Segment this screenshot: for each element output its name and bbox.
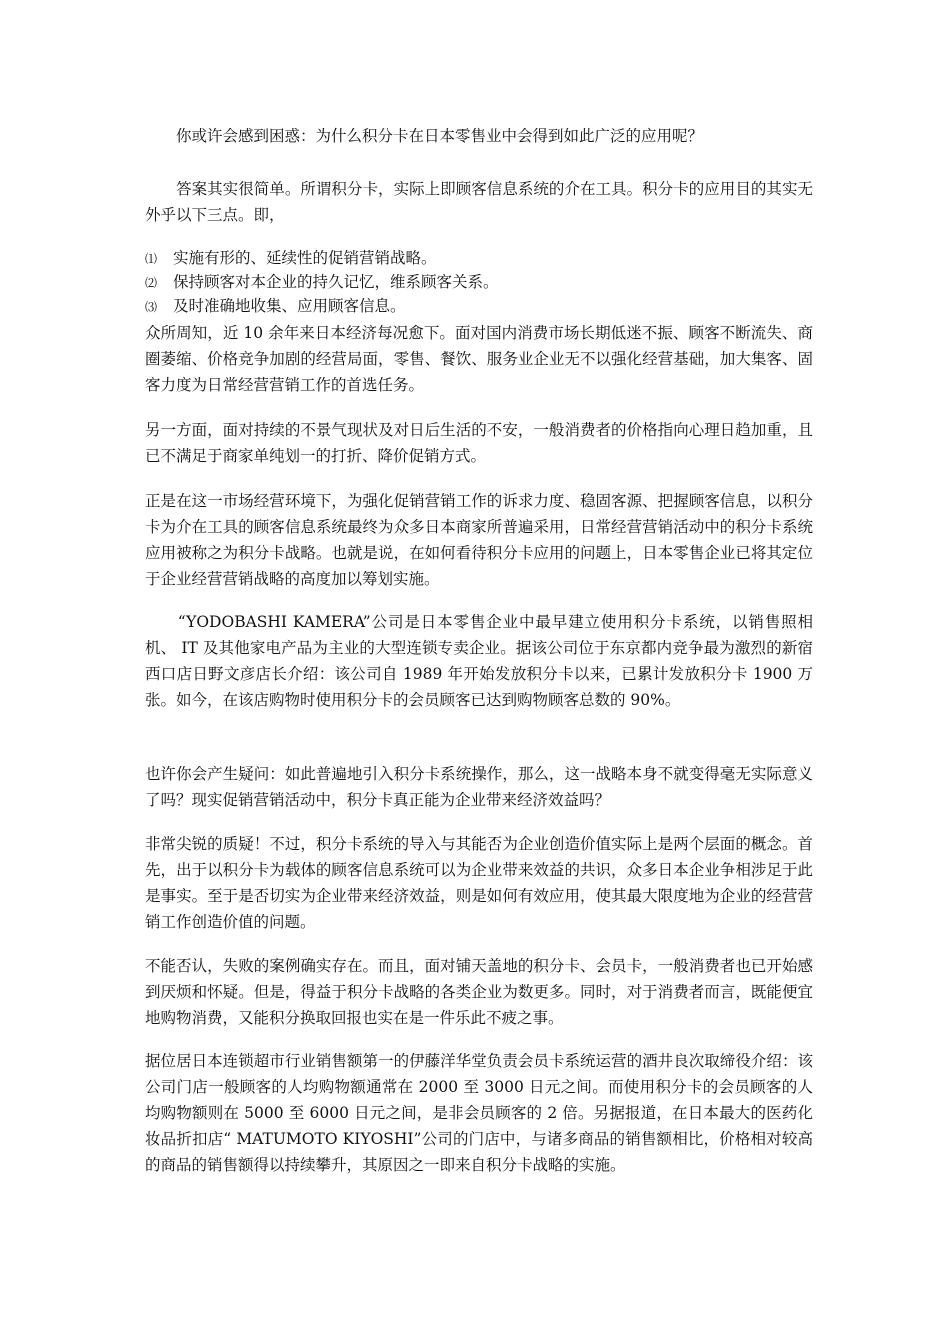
paragraph-body: 不能否认，失败的案例确实存在。而且，面对铺天盖地的积分卡、会员卡，一般消费者也已开始感到厌烦和怀疑。但是，得益于积分卡战略的各类企业为数更多。同时，对于消费者而言，既能便宜地购物消费，又能积分换取回报也实在是一件乐此不疲之事。 <box>145 957 813 1027</box>
paragraph-body: “YODOBASHI KAMERA”公司是日本零售企业中最早建立使用积分卡系统，以销售照相机、 IT 及其他家电产品为主业的大型连锁专卖企业。据该公司位于东京都内竞争最为激烈的新宿西口店日野文彦店长介绍：该公司自 1989 年开始发放积分卡以来，已累计发放积分卡 1900 万张。如今，在该店购物时使用积分卡的会员顾客已达到购物顾客总数的 90%。 <box>145 613 813 709</box>
list-item <box>145 294 813 319</box>
paragraph-body: 非常尖锐的质疑！不过，积分卡系统的导入与其能否为企业创造价值实际上是两个层面的概念。首先，出于以积分卡为载体的顾客信息系统可以为企业带来效益的共识，众多日本企业争相涉足于此是事实。至于是否切实为企业带来经济效益，则是如何有效应用，使其最大限度地为企业的经营营销工作创造价值的问题。 <box>145 835 813 931</box>
paragraph-body: 也许你会产生疑问：如此普遍地引入积分卡系统操作，那么，这一战略本身不就变得毫无实际意义了吗？现实促销营销活动中，积分卡真正能为企业带来经济效益吗？ <box>145 765 813 809</box>
paragraph-body: 另一方面，面对持续的不景气现状及对日后生活的不安，一般消费者的价格指向心理日趋加重，且已不满足于商家单纯划一的打折、降价促销方式。 <box>145 421 813 465</box>
list-text: 及时准确地收集、应用顾客信息。 <box>173 297 406 315</box>
paragraph-body: 正是在这一市场经营环境下，为强化促销营销工作的诉求力度、稳固客源、把握顾客信息，以积分卡为介在工具的顾客信息系统最终为众多日本商家所普遍采用，日常经营营销活动中的积分卡系统应用被称之为积分卡战略。也就是说，在如何看待积分卡应用的问题上，日本零售企业已将其定位于企业经营营销战略的高度加以筹划实施。 <box>145 492 813 588</box>
list-text: 保持顾客对本企业的持久记忆，维系顾客关系。 <box>173 273 499 291</box>
paragraph-body: 据位居日本连锁超市行业销售额第一的伊藤洋华堂负责会员卡系统运营的酒井良次取缔役介绍：该公司门店一般顾客的人均购物额通常在 2000 至 3000 日元之间。而使用积分卡的会员顾客的人均购物额则在 5000 至 6000 日元之间，是非会员顾客的 2 倍。另据报道，在日本最大的医药化妆品折扣店“ MATUMOTO KIYOSHI”公司的门店中，与诸多商品的销售额相比，价格相对较高的商品的销售额得以持续攀升，其原因之一即来自积分卡战略的实施。 <box>145 1052 813 1174</box>
list-text: 实施有形的、延续性的促销营销战略。 <box>173 249 437 267</box>
list-item <box>145 270 813 295</box>
list-number: ⑶ <box>145 300 158 314</box>
list-number: ⑵ <box>145 276 158 290</box>
list-number: ⑴ <box>145 252 158 266</box>
paragraph-question: 你或许会感到困惑：为什么积分卡在日本零售业中会得到如此广泛的应用呢？ <box>145 127 704 145</box>
list-item <box>145 246 813 271</box>
paragraph-answer: 答案其实很简单。所谓积分卡，实际上即顾客信息系统的介在工具。积分卡的应用目的其实无外乎以下三点。即， <box>145 180 813 224</box>
paragraph-body: 众所周知，近 10 余年来日本经济每况愈下。面对国内消费市场长期低迷不振、顾客不断流失、商圈萎缩、价格竞争加剧的经营局面，零售、餐饮、服务业企业无不以强化经营基础，加大集客、固客力度为日常经营营销工作的首选任务。 <box>145 324 813 394</box>
